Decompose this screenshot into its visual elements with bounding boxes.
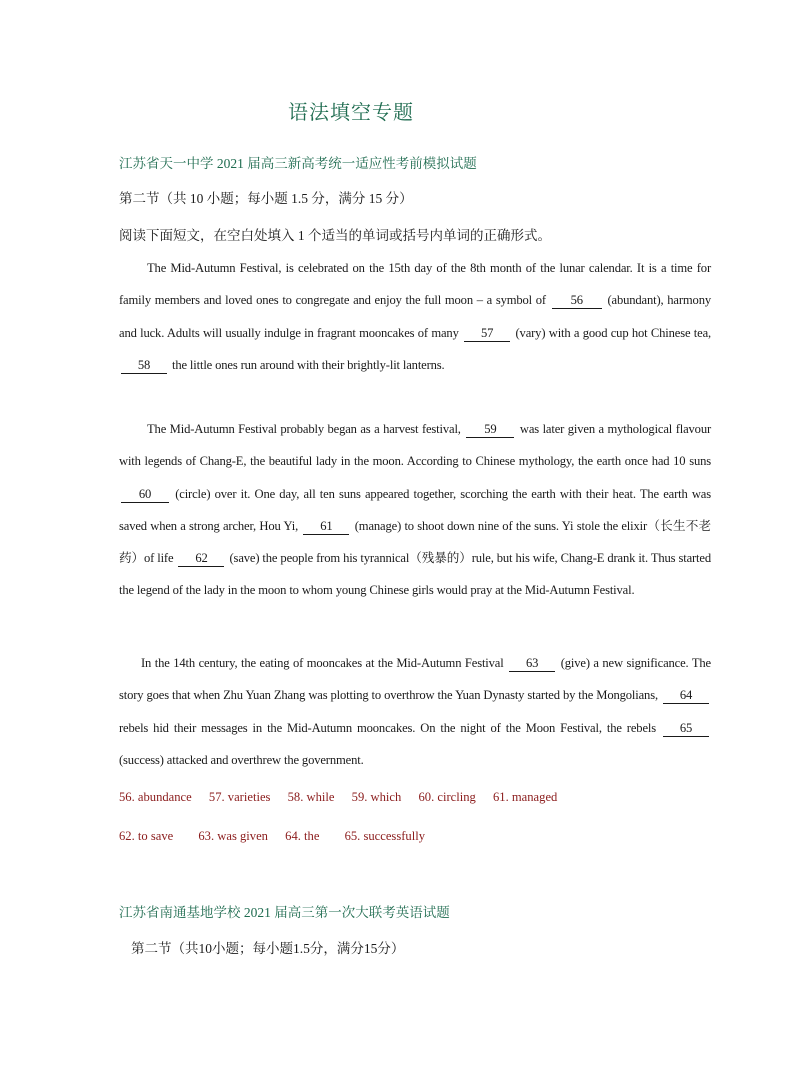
answer-item: 64. the: [285, 829, 320, 843]
blank-58: 58: [121, 358, 167, 374]
paragraph-text: rebels hid their messages in the Mid-Autumn mooncakes. On the night of the Moon Festival, the rebels: [119, 720, 661, 735]
passage-paragraph-3: [119, 647, 711, 776]
answer-key-line-2: [119, 817, 719, 856]
passage-paragraph-1: [119, 252, 711, 381]
answer-item: 62. to save: [119, 829, 174, 843]
paragraph-text: (circle) over it. One day, all ten suns appeared together, scorching the earth with their heat. The earth was saved when a strong archer, Hou Yi,: [119, 486, 711, 533]
answer-item: 59. which: [351, 790, 402, 804]
paragraph-text: the little ones run around with their brightly-lit lanterns.: [169, 357, 445, 372]
paragraph-text: (save) the people from his tyrannical（残暴的）rule, but his wife, Chang-E drank it. Thus started the legend of the lady in the moon to whom young Chinese girls would pray at the Mid-Autumn Festival.: [119, 551, 711, 598]
blank-59: 59: [466, 422, 514, 438]
paragraph-text: (vary) with a good cup hot Chinese tea,: [512, 325, 712, 340]
answer-item: 63. was given: [198, 829, 268, 843]
blank-56: 56: [552, 293, 602, 309]
answer-item: 56. abundance: [119, 790, 192, 804]
paragraph-text: (success) attacked and overthrew the government.: [119, 752, 364, 767]
answer-item: 58. while: [287, 790, 335, 804]
answer-item: 60. circling: [418, 790, 476, 804]
section1-instruction: 阅读下面短文，在空白处填入 1 个适当的单词或括号内单词的正确形式。: [119, 228, 551, 243]
paragraph-text: (abundant), harmony and luck. Adults will usually indulge in fragrant mooncakes of many: [119, 293, 711, 340]
paragraph-text: (give) a new significance. The story goes that when Zhu Yuan Zhang was plotting to overthrow the Yuan Dynasty started by the Mongolians,: [119, 656, 711, 703]
blank-60: 60: [121, 487, 169, 503]
paragraph-text: In the 14th century, the eating of mooncakes at the Mid-Autumn Festival: [141, 656, 508, 670]
answer-item: 57. varieties: [208, 790, 271, 804]
blank-64: 64: [663, 688, 709, 704]
blank-61: 61: [303, 519, 349, 535]
passage-paragraph-2: [119, 413, 711, 607]
paragraph-text: was later given a mythological flavour with legends of Chang-E, the beautiful lady in the moon. According to Chinese mythology, the earth once had 10 suns: [119, 422, 712, 469]
section1-part-heading: 第二节（共 10 小题；每小题 1.5 分，满分 15 分）: [119, 191, 413, 206]
section2-part-heading: 第二节（共10小题；每小题1.5分，满分15分）: [131, 941, 405, 956]
section2-school-heading: 江苏省南通基地学校 2021 届高三第一次大联考英语试题: [119, 905, 450, 920]
paragraph-text: (manage) to shoot down nine of the suns. Yi stole the elixir（长生不老药）of life: [119, 518, 711, 566]
paragraph-text: The Mid-Autumn Festival, is celebrated on the 15th day of the 8th month of the lunar calendar. It is a time for family members and loved ones to congregate and enjoy the full moon – a symbol of: [119, 261, 711, 308]
answer-item: 61. managed: [492, 790, 558, 804]
blank-65: 65: [663, 721, 709, 737]
paragraph-text: The Mid-Autumn Festival probably began as a harvest festival,: [147, 422, 465, 436]
blank-62: 62: [178, 551, 224, 567]
answer-item: 65. successfully: [344, 829, 426, 843]
section1-school-heading: 江苏省天一中学 2021 届高三新高考统一适应性考前模拟试题: [119, 156, 477, 171]
answer-key-line-1: [119, 778, 719, 817]
blank-57: 57: [464, 326, 510, 342]
blank-63: 63: [509, 656, 555, 672]
page-title: 语法填空专题: [288, 102, 414, 124]
